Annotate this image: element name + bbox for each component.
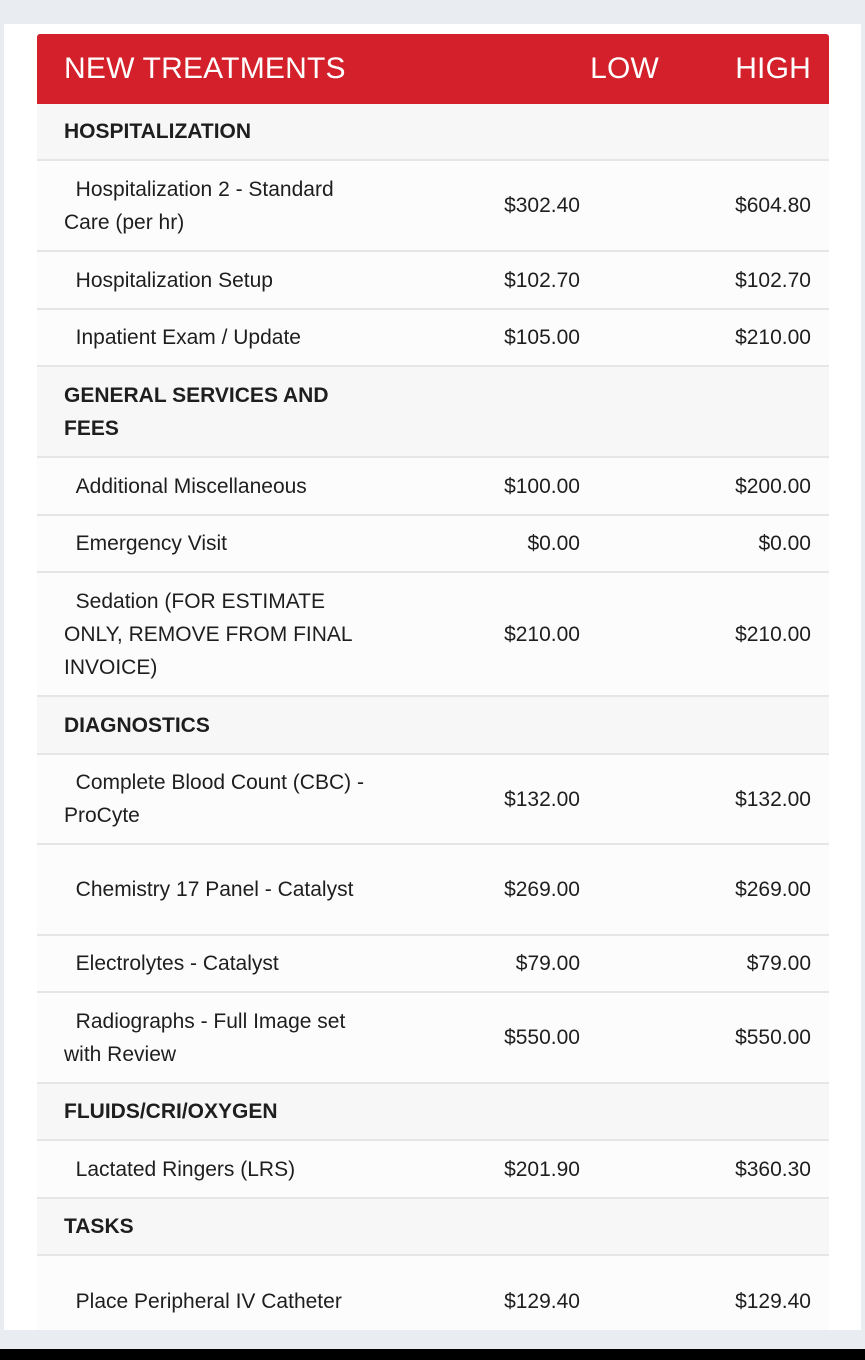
table-row (37, 458, 829, 516)
table-row (37, 993, 829, 1084)
estimate-card (4, 24, 861, 1330)
low-price: $201.90 (504, 1157, 580, 1181)
table-row (37, 845, 829, 936)
treatment-name: Inpatient Exam / Update (64, 326, 301, 349)
top-bar (0, 0, 865, 24)
section-row (37, 1084, 829, 1141)
high-price: $132.00 (735, 787, 811, 811)
table-row (37, 161, 829, 252)
low-price: $79.00 (515, 952, 580, 975)
treatment-name: Complete Blood Count (CBC) - ProCyte (64, 771, 364, 827)
low-price: $302.40 (504, 194, 580, 217)
low-price: $210.00 (504, 622, 580, 646)
treatment-name: Hospitalization 2 - Standard Care (per hr) (64, 177, 334, 234)
section-row (37, 697, 829, 755)
high-price: $200.00 (735, 474, 811, 498)
bottom-bar (0, 1349, 865, 1360)
high-price: $210.00 (735, 326, 811, 349)
high-price: $550.00 (735, 1026, 811, 1049)
section-title: DIAGNOSTICS (64, 713, 210, 737)
treatment-name: Lactated Ringers (LRS) (64, 1157, 296, 1181)
treatment-name: Emergency Visit (64, 532, 228, 555)
treatment-name: Place Peripheral IV Catheter (64, 1290, 342, 1313)
table-row (37, 1141, 829, 1199)
section-title: FLUIDS/CRI/OXYGEN (64, 1100, 278, 1123)
table-header (37, 34, 829, 104)
section-row (37, 104, 829, 161)
treatment-name: Additional Miscellaneous (64, 474, 307, 498)
treatment-name: Hospitalization Setup (64, 268, 273, 292)
treatment-name: Chemistry 17 Panel - Catalyst (64, 878, 354, 901)
high-price: $360.30 (735, 1157, 811, 1181)
high-price: $0.00 (758, 532, 811, 555)
header-name: NEW TREATMENTS (64, 52, 346, 85)
low-price: $105.00 (504, 326, 580, 349)
header-low: LOW (590, 52, 659, 85)
section-title: HOSPITALIZATION (64, 120, 252, 143)
treatment-name: Sedation (FOR ESTIMATE ONLY, REMOVE FROM FINAL INVOICE) (64, 589, 352, 679)
treatments-table (37, 34, 829, 1330)
treatment-name: Electrolytes - Catalyst (64, 952, 279, 975)
high-price: $79.00 (746, 952, 811, 975)
table-row (37, 936, 829, 993)
header-high: HIGH (735, 52, 811, 85)
low-price: $100.00 (504, 474, 580, 498)
table-row (37, 516, 829, 573)
section-row (37, 1199, 829, 1256)
table-row (37, 1256, 829, 1330)
low-price: $132.00 (504, 787, 580, 811)
table-row (37, 252, 829, 310)
low-price: $102.70 (504, 268, 580, 292)
section-title: GENERAL SERVICES AND FEES (64, 383, 329, 440)
treatment-name: Radiographs - Full Image set with Review (64, 1009, 346, 1066)
table-row (37, 310, 829, 367)
table-row (37, 755, 829, 845)
low-price: $550.00 (504, 1026, 580, 1049)
high-price: $210.00 (735, 622, 811, 646)
section-row (37, 367, 829, 458)
table-row (37, 573, 829, 697)
high-price: $269.00 (735, 878, 811, 901)
section-title: TASKS (64, 1215, 134, 1238)
low-price: $0.00 (527, 532, 580, 555)
low-price: $129.40 (504, 1290, 580, 1313)
low-price: $269.00 (504, 878, 580, 901)
high-price: $102.70 (735, 268, 811, 292)
high-price: $604.80 (735, 194, 811, 217)
high-price: $129.40 (735, 1290, 811, 1313)
